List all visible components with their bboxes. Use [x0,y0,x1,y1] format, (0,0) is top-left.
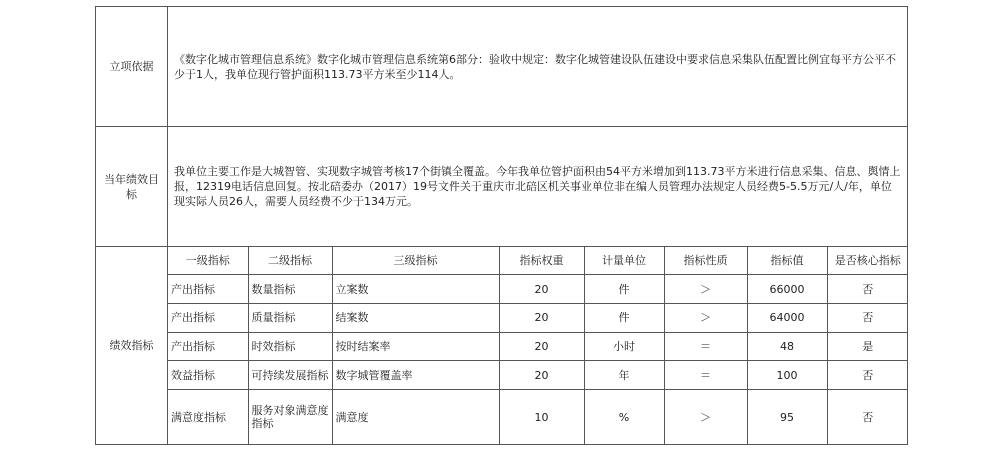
cell-nature: ＞ [664,303,747,332]
cell-value: 66000 [747,275,827,304]
cell-value: 100 [747,361,827,390]
cell-level2: 数量指标 [248,275,332,304]
header-level1: 一级指标 [168,247,248,275]
cell-level2: 质量指标 [248,303,332,332]
cell-nature: ＝ [664,361,747,390]
cell-level2: 时效指标 [248,332,332,361]
cell-unit: % [584,390,664,444]
cell-core: 否 [827,390,908,444]
cell-level1: 产出指标 [168,275,248,304]
header-unit: 计量单位 [584,247,664,275]
cell-level3: 数字城管覆盖率 [332,361,499,390]
basis-text: 《数字化城市管理信息系统》数字化城市管理信息系统第6部分：验收中规定：数字化城管建设队伍建设中要求信息采集队伍配置比例宜每平方公平不少于1人，我单位现行管护面积113.73平方米至少114人。 [168,7,908,127]
cell-level3: 按时结案率 [332,332,499,361]
cell-unit: 件 [584,303,664,332]
header-nature: 指标性质 [664,247,747,275]
cell-unit: 年 [584,361,664,390]
cell-nature: ＞ [664,390,747,444]
basis-row [96,7,908,127]
cell-unit: 件 [584,275,664,304]
cell-nature: ＞ [664,275,747,304]
cell-core: 否 [827,303,908,332]
cell-weight: 10 [499,390,584,444]
indicator-table [168,247,908,444]
header-core: 是否核心指标 [827,247,908,275]
header-value: 指标值 [747,247,827,275]
cell-core: 否 [827,361,908,390]
cell-level1: 效益指标 [168,361,248,390]
cell-unit: 小时 [584,332,664,361]
cell-value: 48 [747,332,827,361]
cell-value: 64000 [747,303,827,332]
header-level3: 三级指标 [332,247,499,275]
goal-label: 当年绩效目标 [96,127,168,247]
indicator-row [168,332,908,361]
goal-row [96,127,908,247]
cell-level1: 满意度指标 [168,390,248,444]
cell-weight: 20 [499,303,584,332]
header-weight: 指标权重 [499,247,584,275]
cell-level1: 产出指标 [168,303,248,332]
cell-level2: 可持续发展指标 [248,361,332,390]
header-level2: 二级指标 [248,247,332,275]
project-table [95,6,908,445]
cell-level1: 产出指标 [168,332,248,361]
indicator-header-row [168,247,908,275]
indicator-row [168,275,908,304]
cell-core: 否 [827,275,908,304]
indicator-row [168,303,908,332]
cell-level3: 结案数 [332,303,499,332]
indicators-cell [168,247,908,445]
cell-value: 95 [747,390,827,444]
cell-weight: 20 [499,361,584,390]
indicator-row [168,361,908,390]
goal-text: 我单位主要工作是大城智管、实现数字城管考核17个街镇全覆盖。今年我单位管护面积由54平方米增加到113.73平方米进行信息采集、信息、舆情上报，12319电话信息回复。按北碚委办（2017）19号文件关于重庆市北碚区机关事业单位非在编人员管理办法规定人员经费5-5.5万元/人/年，单位现实际人员26人，需要人员经费不少于134万元。 [168,127,908,247]
cell-weight: 20 [499,275,584,304]
cell-nature: ＝ [664,332,747,361]
cell-core: 是 [827,332,908,361]
cell-level2: 服务对象满意度指标 [248,390,332,444]
cell-weight: 20 [499,332,584,361]
indicators-row [96,247,908,445]
cell-level3: 立案数 [332,275,499,304]
cell-level3: 满意度 [332,390,499,444]
indicators-label: 绩效指标 [96,247,168,445]
indicator-row [168,390,908,444]
basis-label: 立项依据 [96,7,168,127]
